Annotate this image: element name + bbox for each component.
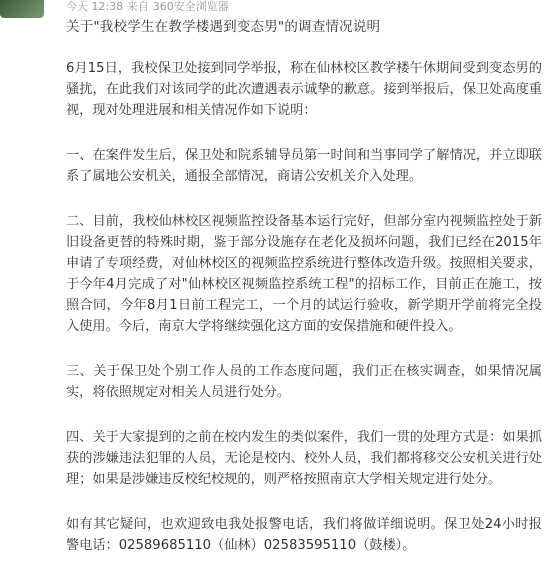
post-title: 关于"我校学生在教学楼遇到变态男"的调查情况说明 [66, 19, 381, 35]
post-meta [66, 0, 229, 14]
paragraph-2: 二、目前，我校仙林校区视频监控设备基本运行完好，但部分室内视频监控处于新旧设备更替的特殊时期，鉴于部分设施存在老化及损坏问题，我们已经在2015年申请了专项经费，对仙林校区的视频监控系统进行整体改造升级。按照相关要求，于今年4月完成了对"仙林校区视频监控系统工程"的招标工作，目前正在施工，按照合同，今年8月1日前工程完工，一个月的试运行验收，新学期开学前将完全投入使用。今后，南京大学将继续强化这方面的安保措施和硬件投入。 [66, 214, 542, 334]
post-time: 今天 12:38 来自 [66, 0, 149, 13]
post-body [66, 58, 542, 580]
paragraph-contact: 如有其它疑问，也欢迎致电我处报警电话，我们将做详细说明。保卫处24小时报警电话：02589685110（仙林）02583595110（鼓楼）。 [66, 517, 542, 553]
paragraph-intro: 6月15日，我校保卫处接到同学举报，称在仙林校区教学楼午休期间受到变态男的骚扰，在此我们对该同学的此次遭遇表示诚挚的歉意。接到举报后，保卫处高度重视，现对处理进展和相关情况作如下说明： [66, 61, 542, 118]
paragraph-4: 四、关于大家提到的之前在校内发生的类似案件，我们一贯的处理方式是：如果抓获的涉嫌违法犯罪的人员，无论是校内、校外人员，我们都将移交公安机关进行处理；如果是涉嫌违反校纪校规的，则严格按照南京大学相关规定进行处分。 [66, 430, 542, 487]
post-source-link[interactable]: 360安全浏览器 [152, 0, 229, 13]
paragraph-3: 三、关于保卫处个别工作人员的工作态度问题，我们正在核实调查，如果情况属实，将依照规定对相关人员进行处分。 [66, 364, 542, 400]
avatar[interactable] [0, 0, 44, 18]
paragraph-1: 一、在案件发生后，保卫处和院系辅导员第一时间和当事同学了解情况，并立即联系了属地公安机关，通报全部情况，商请公安机关介入处理。 [66, 148, 542, 184]
